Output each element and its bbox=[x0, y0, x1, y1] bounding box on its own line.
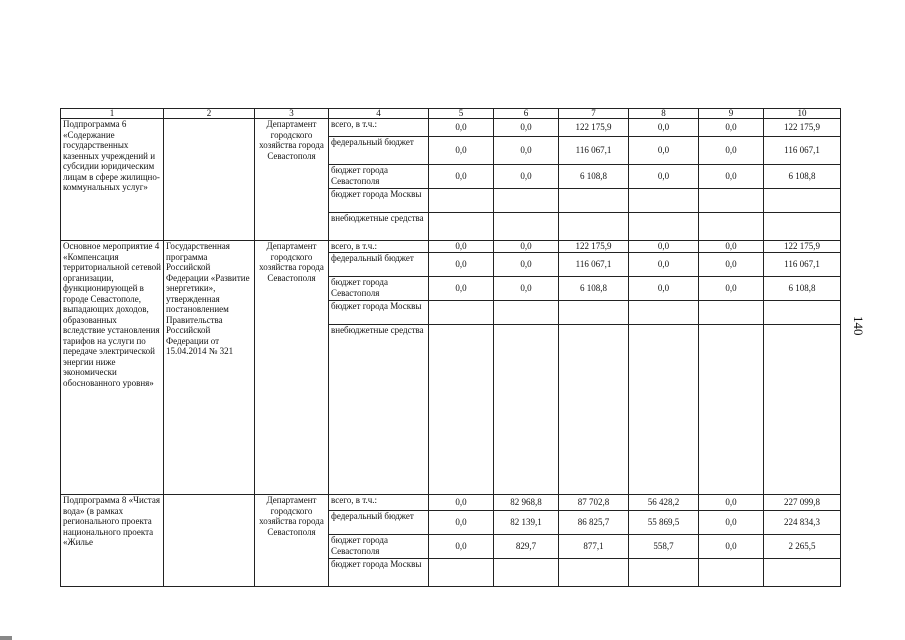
basis-cell bbox=[164, 495, 255, 587]
value-cell bbox=[629, 213, 699, 241]
value-cell: 227 099,8 bbox=[764, 495, 841, 511]
value-cell bbox=[494, 189, 559, 213]
value-cell bbox=[699, 189, 764, 213]
value-cell bbox=[764, 559, 841, 587]
value-cell: 0,0 bbox=[699, 137, 764, 165]
value-cell: 87 702,8 bbox=[559, 495, 629, 511]
value-cell: 0,0 bbox=[629, 277, 699, 301]
value-cell: 116 067,1 bbox=[764, 253, 841, 277]
basis-cell: Государственная программа Российской Федерации «Развитие энергетики», утвержденная постановлением Правительства Российской Федерации от 15.04.2014 № 321 bbox=[164, 241, 255, 495]
value-cell: 0,0 bbox=[429, 119, 494, 137]
value-cell: 0,0 bbox=[494, 137, 559, 165]
source-cell: внебюджетные средства bbox=[329, 213, 429, 241]
value-cell bbox=[764, 213, 841, 241]
value-cell: 0,0 bbox=[494, 253, 559, 277]
value-cell: 0,0 bbox=[429, 137, 494, 165]
value-cell: 0,0 bbox=[429, 495, 494, 511]
table-row bbox=[61, 241, 841, 253]
value-cell: 0,0 bbox=[429, 241, 494, 253]
value-cell bbox=[429, 213, 494, 241]
value-cell bbox=[494, 301, 559, 325]
col-header: 1 bbox=[61, 109, 164, 119]
value-cell bbox=[629, 325, 699, 495]
value-cell bbox=[629, 301, 699, 325]
value-cell bbox=[764, 325, 841, 495]
value-cell: 829,7 bbox=[494, 535, 559, 559]
col-header: 7 bbox=[559, 109, 629, 119]
source-cell: бюджет города Севастополя bbox=[329, 277, 429, 301]
value-cell bbox=[559, 559, 629, 587]
col-header: 4 bbox=[329, 109, 429, 119]
value-cell: 116 067,1 bbox=[764, 137, 841, 165]
value-cell: 0,0 bbox=[699, 241, 764, 253]
value-cell: 122 175,9 bbox=[559, 119, 629, 137]
program-name-cell: Основное мероприятие 4 «Компенсация территориальной сетевой организации, функционирующей в городе Севастополе, выпадающих доходов, образованных вследствие установления тарифов на услуги по передаче электрической энергии ниже экономически обоснованного уровня» bbox=[61, 241, 164, 495]
value-cell: 56 428,2 bbox=[629, 495, 699, 511]
value-cell: 224 834,3 bbox=[764, 511, 841, 535]
col-header: 5 bbox=[429, 109, 494, 119]
value-cell bbox=[559, 189, 629, 213]
value-cell: 0,0 bbox=[629, 253, 699, 277]
value-cell: 558,7 bbox=[629, 535, 699, 559]
value-cell: 2 265,5 bbox=[764, 535, 841, 559]
budget-table bbox=[60, 108, 841, 587]
value-cell bbox=[764, 189, 841, 213]
col-header: 2 bbox=[164, 109, 255, 119]
value-cell: 122 175,9 bbox=[764, 119, 841, 137]
source-cell: бюджет города Москвы bbox=[329, 559, 429, 587]
page-number: 140 bbox=[851, 316, 866, 336]
col-header: 6 bbox=[494, 109, 559, 119]
value-cell: 0,0 bbox=[429, 165, 494, 189]
value-cell: 55 869,5 bbox=[629, 511, 699, 535]
value-cell: 0,0 bbox=[699, 277, 764, 301]
value-cell: 0,0 bbox=[699, 511, 764, 535]
source-cell: всего, в т.ч.: bbox=[329, 495, 429, 511]
value-cell: 0,0 bbox=[429, 511, 494, 535]
value-cell: 82 968,8 bbox=[494, 495, 559, 511]
table-row bbox=[61, 119, 841, 137]
value-cell: 6 108,8 bbox=[559, 277, 629, 301]
header-row bbox=[61, 109, 841, 119]
value-cell bbox=[559, 301, 629, 325]
value-cell bbox=[429, 325, 494, 495]
col-header: 10 bbox=[764, 109, 841, 119]
value-cell bbox=[629, 559, 699, 587]
value-cell: 0,0 bbox=[494, 277, 559, 301]
source-cell: внебюджетные средства bbox=[329, 325, 429, 495]
source-cell: всего, в т.ч.: bbox=[329, 119, 429, 137]
value-cell: 122 175,9 bbox=[764, 241, 841, 253]
value-cell bbox=[699, 301, 764, 325]
program-name-cell: Подпрограмма 8 «Чистая вода» (в рамках регионального проекта национального проекта «Жилье bbox=[61, 495, 164, 587]
value-cell: 0,0 bbox=[429, 535, 494, 559]
value-cell: 0,0 bbox=[629, 165, 699, 189]
value-cell: 0,0 bbox=[429, 253, 494, 277]
value-cell: 0,0 bbox=[629, 241, 699, 253]
value-cell: 0,0 bbox=[699, 495, 764, 511]
department-cell: Департамент городского хозяйства города Севастополя bbox=[255, 119, 329, 241]
value-cell bbox=[629, 189, 699, 213]
value-cell: 6 108,8 bbox=[559, 165, 629, 189]
value-cell: 6 108,8 bbox=[764, 277, 841, 301]
value-cell: 0,0 bbox=[429, 277, 494, 301]
source-cell: федеральный бюджет bbox=[329, 137, 429, 165]
col-header: 9 bbox=[699, 109, 764, 119]
value-cell: 86 825,7 bbox=[559, 511, 629, 535]
value-cell: 82 139,1 bbox=[494, 511, 559, 535]
value-cell bbox=[699, 559, 764, 587]
program-name-cell: Подпрограмма 6 «Содержание государственных казенных учреждений и субсидии юридическим лицам в сфере жилищно-коммунальных услуг» bbox=[61, 119, 164, 241]
basis-cell bbox=[164, 119, 255, 241]
value-cell: 116 067,1 bbox=[559, 137, 629, 165]
value-cell: 0,0 bbox=[699, 119, 764, 137]
value-cell bbox=[429, 301, 494, 325]
value-cell: 0,0 bbox=[699, 253, 764, 277]
table-row bbox=[61, 495, 841, 511]
scan-edge-mark bbox=[0, 636, 12, 640]
value-cell: 116 067,1 bbox=[559, 253, 629, 277]
department-cell: Департамент городского хозяйства города Севастополя bbox=[255, 241, 329, 495]
value-cell: 0,0 bbox=[494, 165, 559, 189]
value-cell: 0,0 bbox=[629, 119, 699, 137]
value-cell: 877,1 bbox=[559, 535, 629, 559]
value-cell bbox=[429, 189, 494, 213]
value-cell: 0,0 bbox=[494, 119, 559, 137]
value-cell: 0,0 bbox=[699, 535, 764, 559]
department-cell: Департамент городского хозяйства города Севастополя bbox=[255, 495, 329, 587]
source-cell: федеральный бюджет bbox=[329, 253, 429, 277]
value-cell: 0,0 bbox=[494, 241, 559, 253]
value-cell bbox=[494, 559, 559, 587]
value-cell: 6 108,8 bbox=[764, 165, 841, 189]
source-cell: федеральный бюджет bbox=[329, 511, 429, 535]
source-cell: всего, в т.ч.: bbox=[329, 241, 429, 253]
source-cell: бюджет города Севастополя bbox=[329, 535, 429, 559]
value-cell bbox=[559, 325, 629, 495]
value-cell bbox=[699, 325, 764, 495]
source-cell: бюджет города Москвы bbox=[329, 301, 429, 325]
value-cell: 122 175,9 bbox=[559, 241, 629, 253]
value-cell bbox=[494, 213, 559, 241]
value-cell: 0,0 bbox=[629, 137, 699, 165]
col-header: 8 bbox=[629, 109, 699, 119]
value-cell bbox=[764, 301, 841, 325]
source-cell: бюджет города Москвы bbox=[329, 189, 429, 213]
value-cell bbox=[699, 213, 764, 241]
source-cell: бюджет города Севастополя bbox=[329, 165, 429, 189]
value-cell bbox=[559, 213, 629, 241]
value-cell: 0,0 bbox=[699, 165, 764, 189]
value-cell bbox=[494, 325, 559, 495]
col-header: 3 bbox=[255, 109, 329, 119]
value-cell bbox=[429, 559, 494, 587]
